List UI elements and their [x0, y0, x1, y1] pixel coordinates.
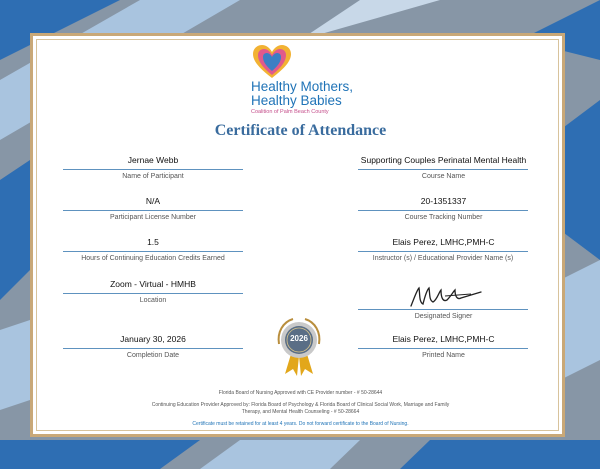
location-value: Zoom - Virtual - HMHB [110, 279, 196, 289]
course-name-value: Supporting Couples Perinatal Mental Health [360, 155, 527, 165]
hours-value: 1.5 [147, 237, 159, 247]
organization-subtitle: Coalition of Palm Beach County [251, 109, 329, 115]
license-number-line [63, 210, 243, 211]
printed-name-line [358, 348, 528, 349]
organization-name-line1: Healthy Mothers, [251, 79, 354, 94]
heart-logo-icon [251, 43, 293, 81]
participant-name-value: Jernae Webb [127, 155, 179, 165]
license-number-value: N/A [145, 196, 161, 206]
signer-label: Designated Signer [414, 313, 473, 320]
instructor-line [358, 251, 528, 252]
course-name-line [358, 169, 528, 170]
footer-nursing-approval: Florida Board of Nursing Approved with CE Provider number - # 50-28644 [218, 390, 383, 396]
tracking-number-value: 20-1351337 [420, 196, 467, 206]
completion-date-label: Completion Date [126, 352, 180, 359]
course-name-label: Course Name [421, 173, 466, 180]
footer-retention-notice: Certificate must be retained for at least 4 years. Do not forward certificate to the Board of Nursing. [192, 421, 409, 427]
location-line [63, 293, 243, 294]
participant-name-line [63, 169, 243, 170]
hours-line [63, 251, 243, 252]
organization-name-line2: Healthy Babies [251, 93, 342, 108]
participant-name-label: Name of Participant [122, 173, 184, 180]
printed-name-value: Elais Perez, LMHC,PMH-C [392, 334, 495, 344]
certificate [30, 33, 565, 437]
seal-icon [269, 314, 329, 376]
completion-date-value: January 30, 2026 [120, 334, 186, 344]
printed-name-label: Printed Name [422, 352, 465, 359]
tracking-number-line [358, 210, 528, 211]
instructor-value: Elais Perez, LMHC,PMH-C [392, 237, 495, 247]
completion-date-line [63, 348, 243, 349]
location-label: Location [139, 297, 167, 304]
hours-label: Hours of Continuing Education Credits Earned [81, 255, 225, 262]
signer-line [358, 309, 528, 310]
license-number-label: Participant License Number [110, 214, 196, 221]
signature-image [405, 282, 485, 310]
instructor-label: Instructor (s) / Educational Provider Name (s) [372, 255, 514, 262]
footer-provider-approval: Continuing Education Provider Approved by: Florida Board of Psychology & Florida Board of Clinical Social Work, Marriage and Family [151, 402, 450, 408]
seal-year: 2026 [290, 334, 308, 343]
certificate-title: Certificate of Attendance [214, 122, 387, 139]
tracking-number-label: Course Tracking Number [404, 214, 483, 221]
footer-provider-approval-cont: Therapy, and Mental Health Counseling - # 50-28664 [241, 409, 360, 415]
